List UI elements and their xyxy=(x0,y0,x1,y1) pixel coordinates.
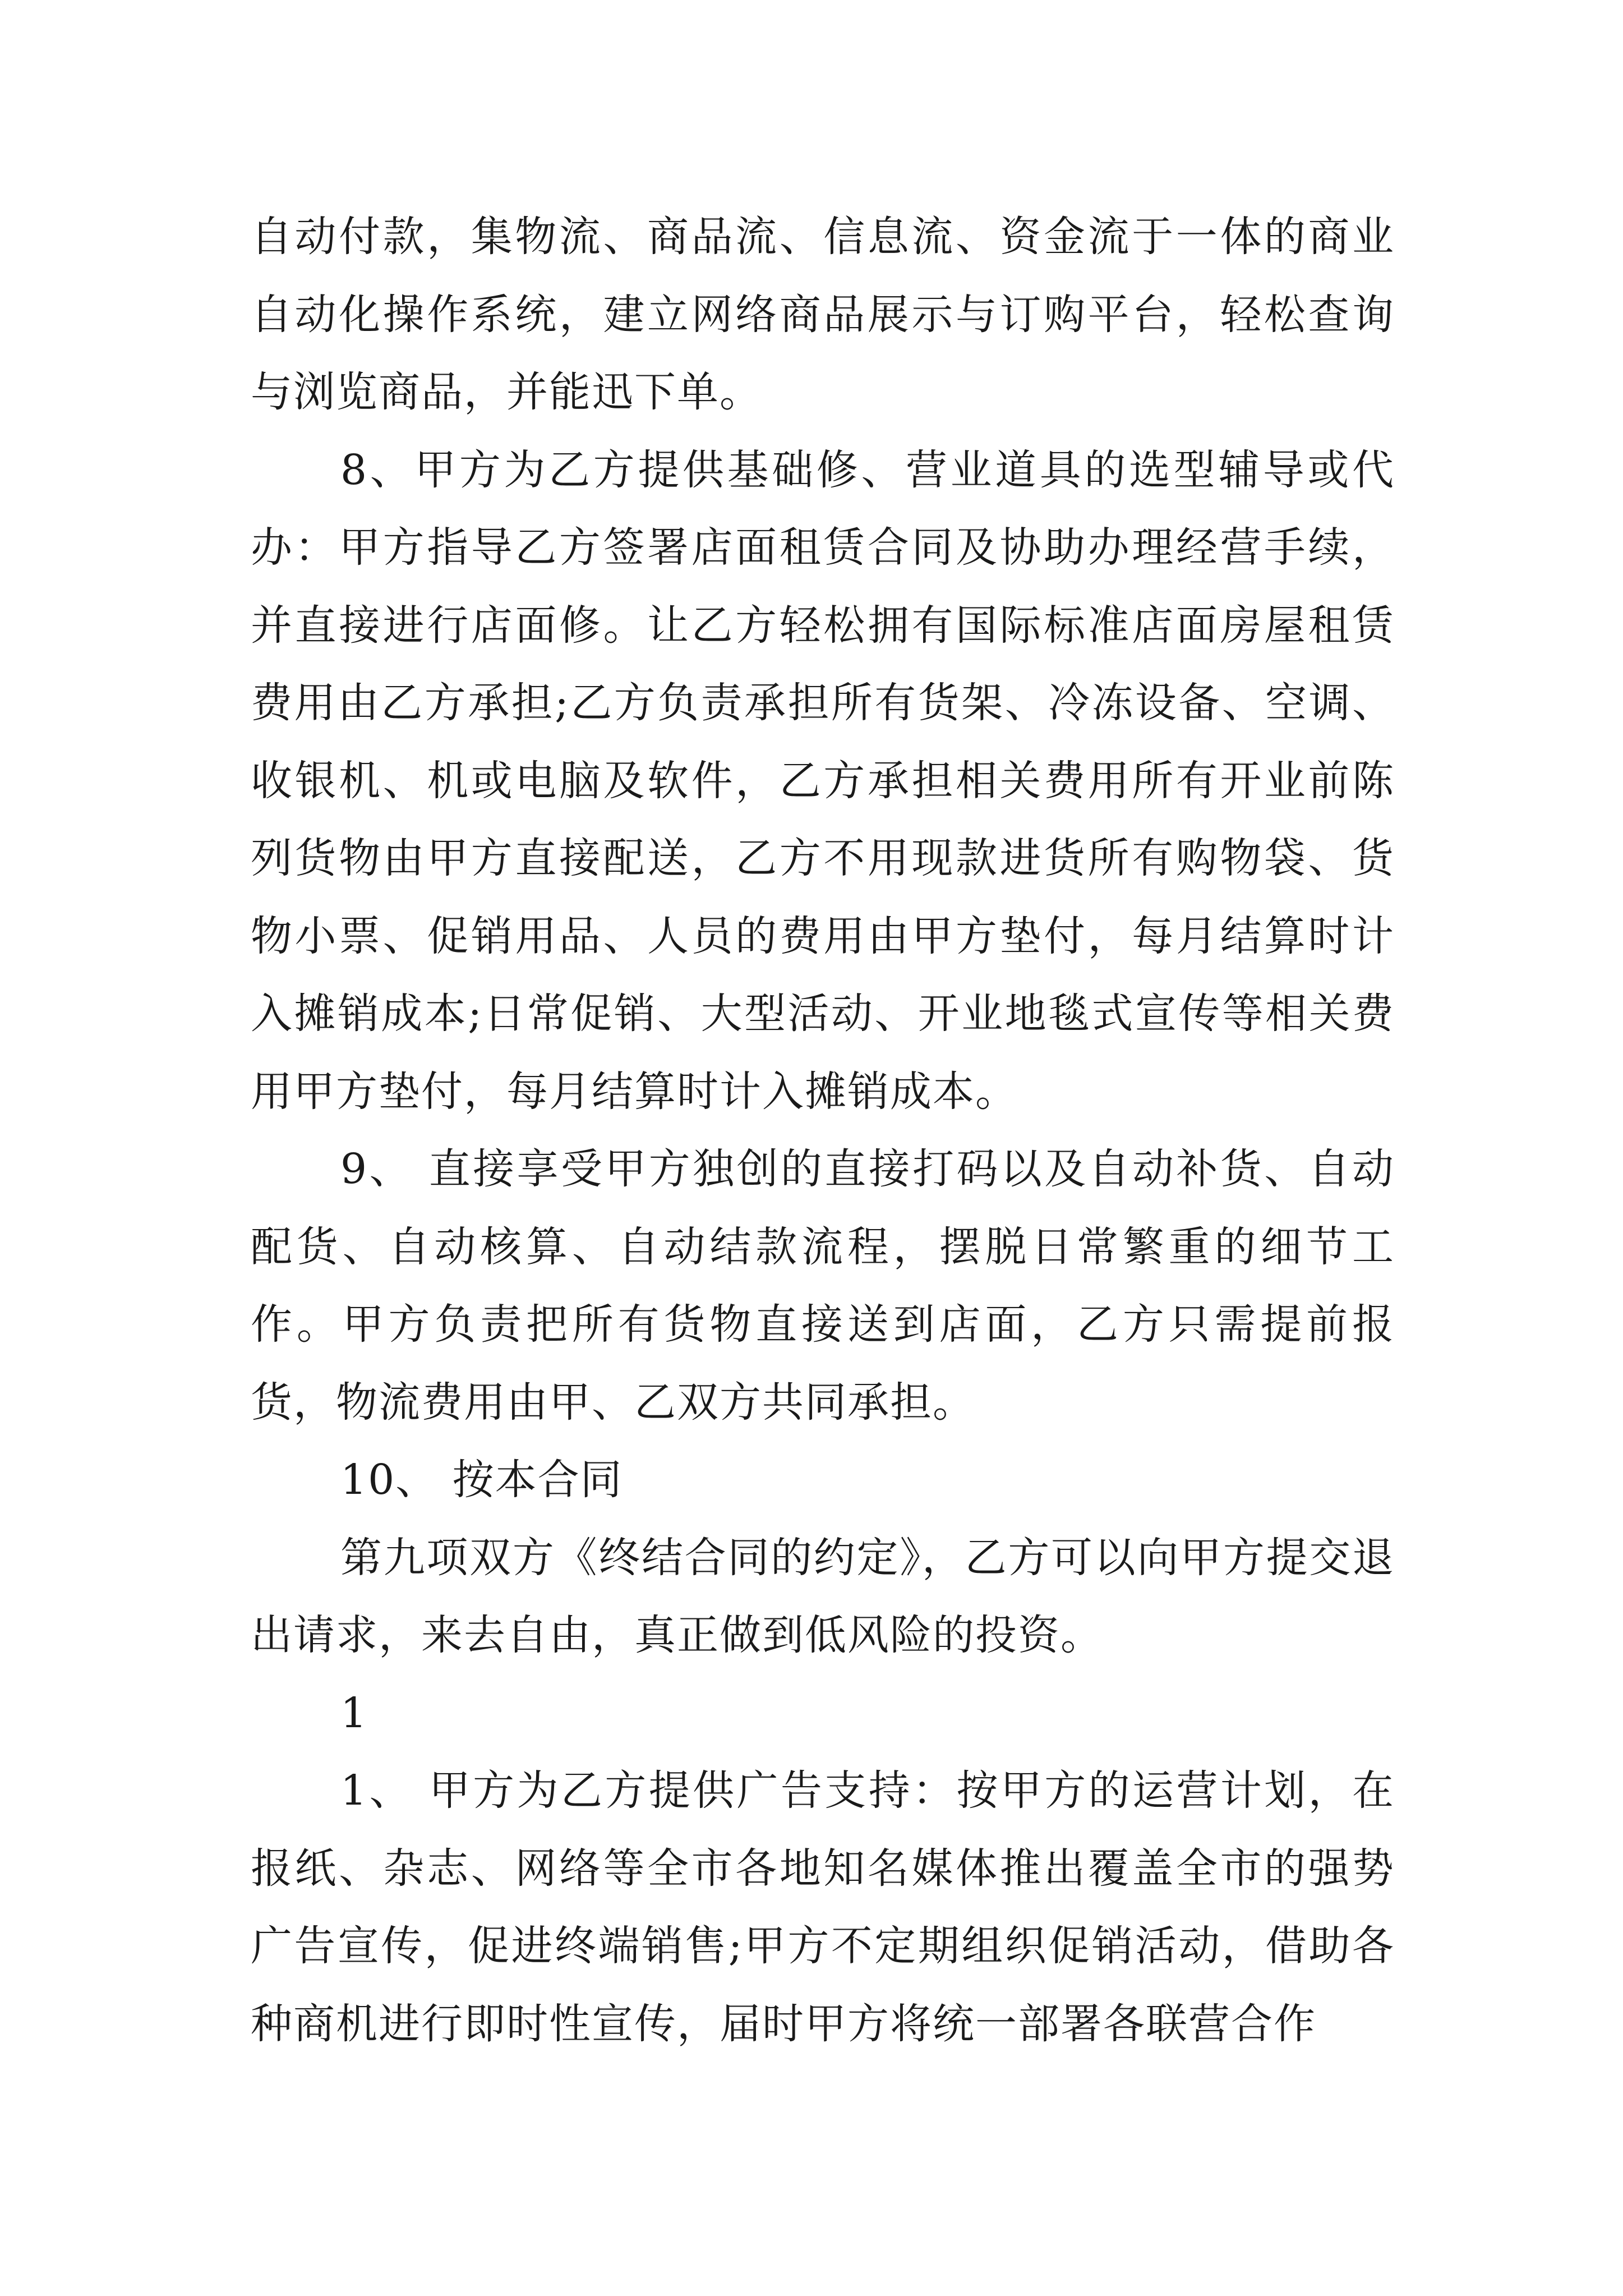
paragraph-clause-8: 8、甲方为乙方提供基础修、营业道具的选型辅导或代办：甲方指导乙方签署店面租赁合同及协助办理经营手续，并直接进行店面修。让乙方轻松拥有国际标准店面房屋租赁费用由乙方承担;乙方负责承担所有货架、冷冻设备、空调、收银机、机或电脑及软件，乙方承担相关费用所有开业前陈列货物由甲方直接配送，乙方不用现款进货所有购物袋、货物小票、促销用品、人员的费用由甲方垫付，每月结算时计入摊销成本;日常促销、大型活动、开业地毯式宣传等相关费用甲方垫付，每月结算时计入摊销成本。 xyxy=(251,445,1395,1116)
document-body xyxy=(251,198,1395,2063)
paragraph-payment-system: 自动付款，集物流、商品流、信息流、资金流于一体的商业自动化操作系统，建立网络商品展示与订购平台，轻松查询与浏览商品，并能迅下单。 xyxy=(251,213,1395,416)
paragraph-number: 1 xyxy=(340,1688,368,1737)
paragraph-clause-1-advertising: 1、 甲方为乙方提供广告支持：按甲方的运营计划，在报纸、杂志、网络等全市各地知名媒体推出覆盖全市的强势广告宣传，促进终端销售;甲方不定期组织促销活动，借助各种商机进行即时性宣传，届时甲方将统一部署各联营合作 xyxy=(251,1766,1395,2048)
paragraph-clause-10: 10、 按本合同 xyxy=(340,1456,623,1504)
paragraph-clause-9: 9、 直接享受甲方独创的直接打码以及自动补货、自动配货、自动核算、自动结款流程，摆脱日常繁重的细节工作。甲方负责把所有货物直接送到店面，乙方只需提前报货，物流费用由甲、乙双方共同承担。 xyxy=(251,1145,1395,1427)
paragraph-termination: 第九项双方《终结合同的约定》，乙方可以向甲方提交退出请求，来去自由，真正做到低风险的投资。 xyxy=(251,1533,1395,1659)
